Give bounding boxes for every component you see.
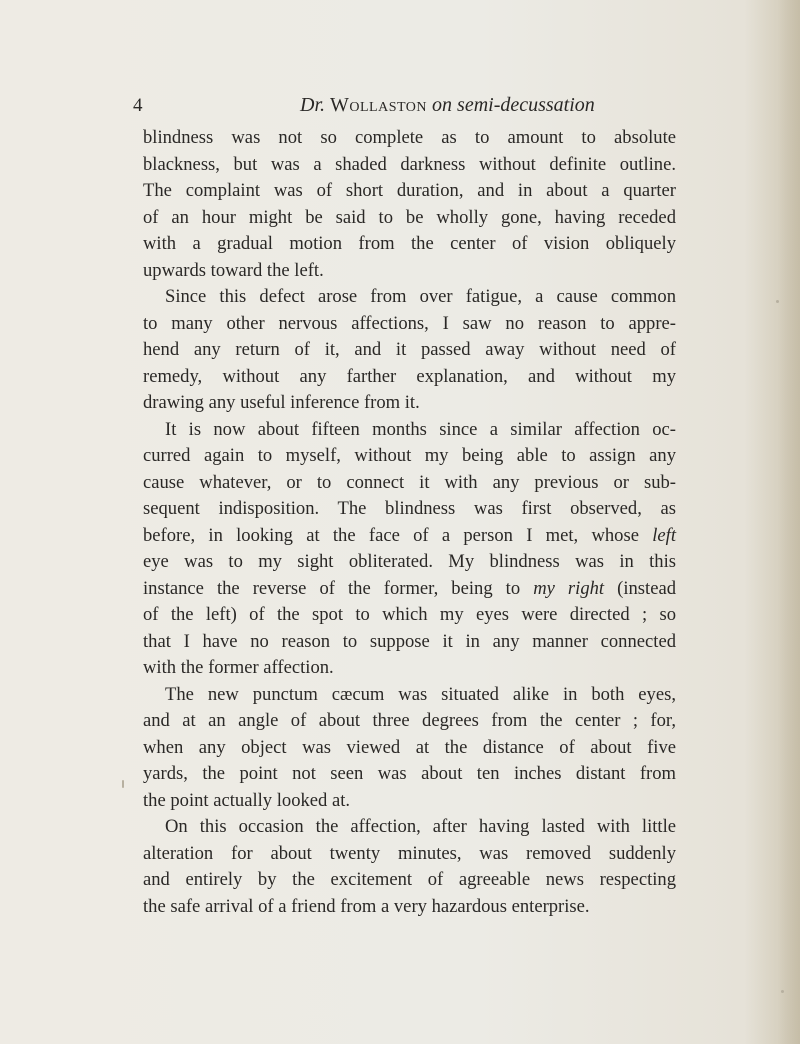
title-rest: on semi-decussation [432,94,595,116]
text-line: that I have no reason to suppose it in any manner connected [143,630,676,652]
text-line: the point actually looked at. [143,789,351,811]
text-line: and entirely by the excitement of agreeable news respecting [143,869,676,890]
text-run-italic: my right [533,577,605,599]
paper-speck [122,780,124,788]
text-line: curred again to myself, without my being able to assign any [143,445,676,466]
text-line: of an hour might be said to be wholly gone, having receded [143,206,676,228]
text-line: with a gradual motion from the center of vision obliquely [143,233,676,254]
text-line: drawing any useful inference from it. [143,392,420,413]
author-name: Wollaston [330,94,428,116]
text-line: with the former affection. [143,657,334,678]
text-line: when any object was viewed at the distance of about five [143,736,676,758]
paper-speck [781,990,784,993]
text-line: On this occasion the affection, after having lasted with little [165,816,676,837]
text-line: of the left) of the spot to which my eyes were directed ; so [143,604,676,625]
text-run: (instead [604,577,677,599]
body-text [143,125,676,920]
text-run: before, in looking at the face of a person I met, whose [143,524,653,546]
text-run: instance the reverse of the former, being to [143,577,534,599]
text-line: blackness, but was a shaded darkness without definite outline. [143,153,676,175]
text-line: blindness was not so complete as to amount to absolute [143,127,676,148]
text-line: It is now about fifteen months since a similar affection oc- [165,418,676,440]
text-line: and at an angle of about three degrees from the center ; for, [143,710,676,731]
text-line: The complaint was of short duration, and in about a quarter [143,180,676,201]
text-line: The new punctum cæcum was situated alike in both eyes, [165,683,676,705]
text-line [143,576,676,603]
text-line: yards, the point not seen was about ten inches distant from [143,763,676,784]
paper-speck [776,300,779,303]
author-prefix: Dr. [300,94,326,116]
text-line: eye was to my sight obliterated. My blindness was in this [143,551,676,572]
text-line: the safe arrival of a friend from a very hazardous enterprise. [143,895,590,917]
page-edge-shadow [778,0,800,1044]
text-line: alteration for about twenty minutes, was removed suddenly [143,842,676,864]
page-number: 4 [133,95,143,116]
text-line: to many other nervous affections, I saw no reason to appre- [143,312,676,334]
text-line: sequent indisposition. The blindness was first observed, as [143,498,676,519]
text-run-italic: left [652,524,676,546]
running-header [0,92,800,122]
text-line: upwards toward the left. [143,259,324,281]
text-line [143,523,676,550]
text-line: cause whatever, or to connect it with any previous or sub- [143,471,676,493]
text-line: remedy, without any farther explanation, and without my [143,365,676,387]
text-line: Since this defect arose from over fatigue, a cause common [165,286,676,307]
text-line: hend any return of it, and it passed away without need of [143,339,676,360]
running-head-title [300,92,595,118]
